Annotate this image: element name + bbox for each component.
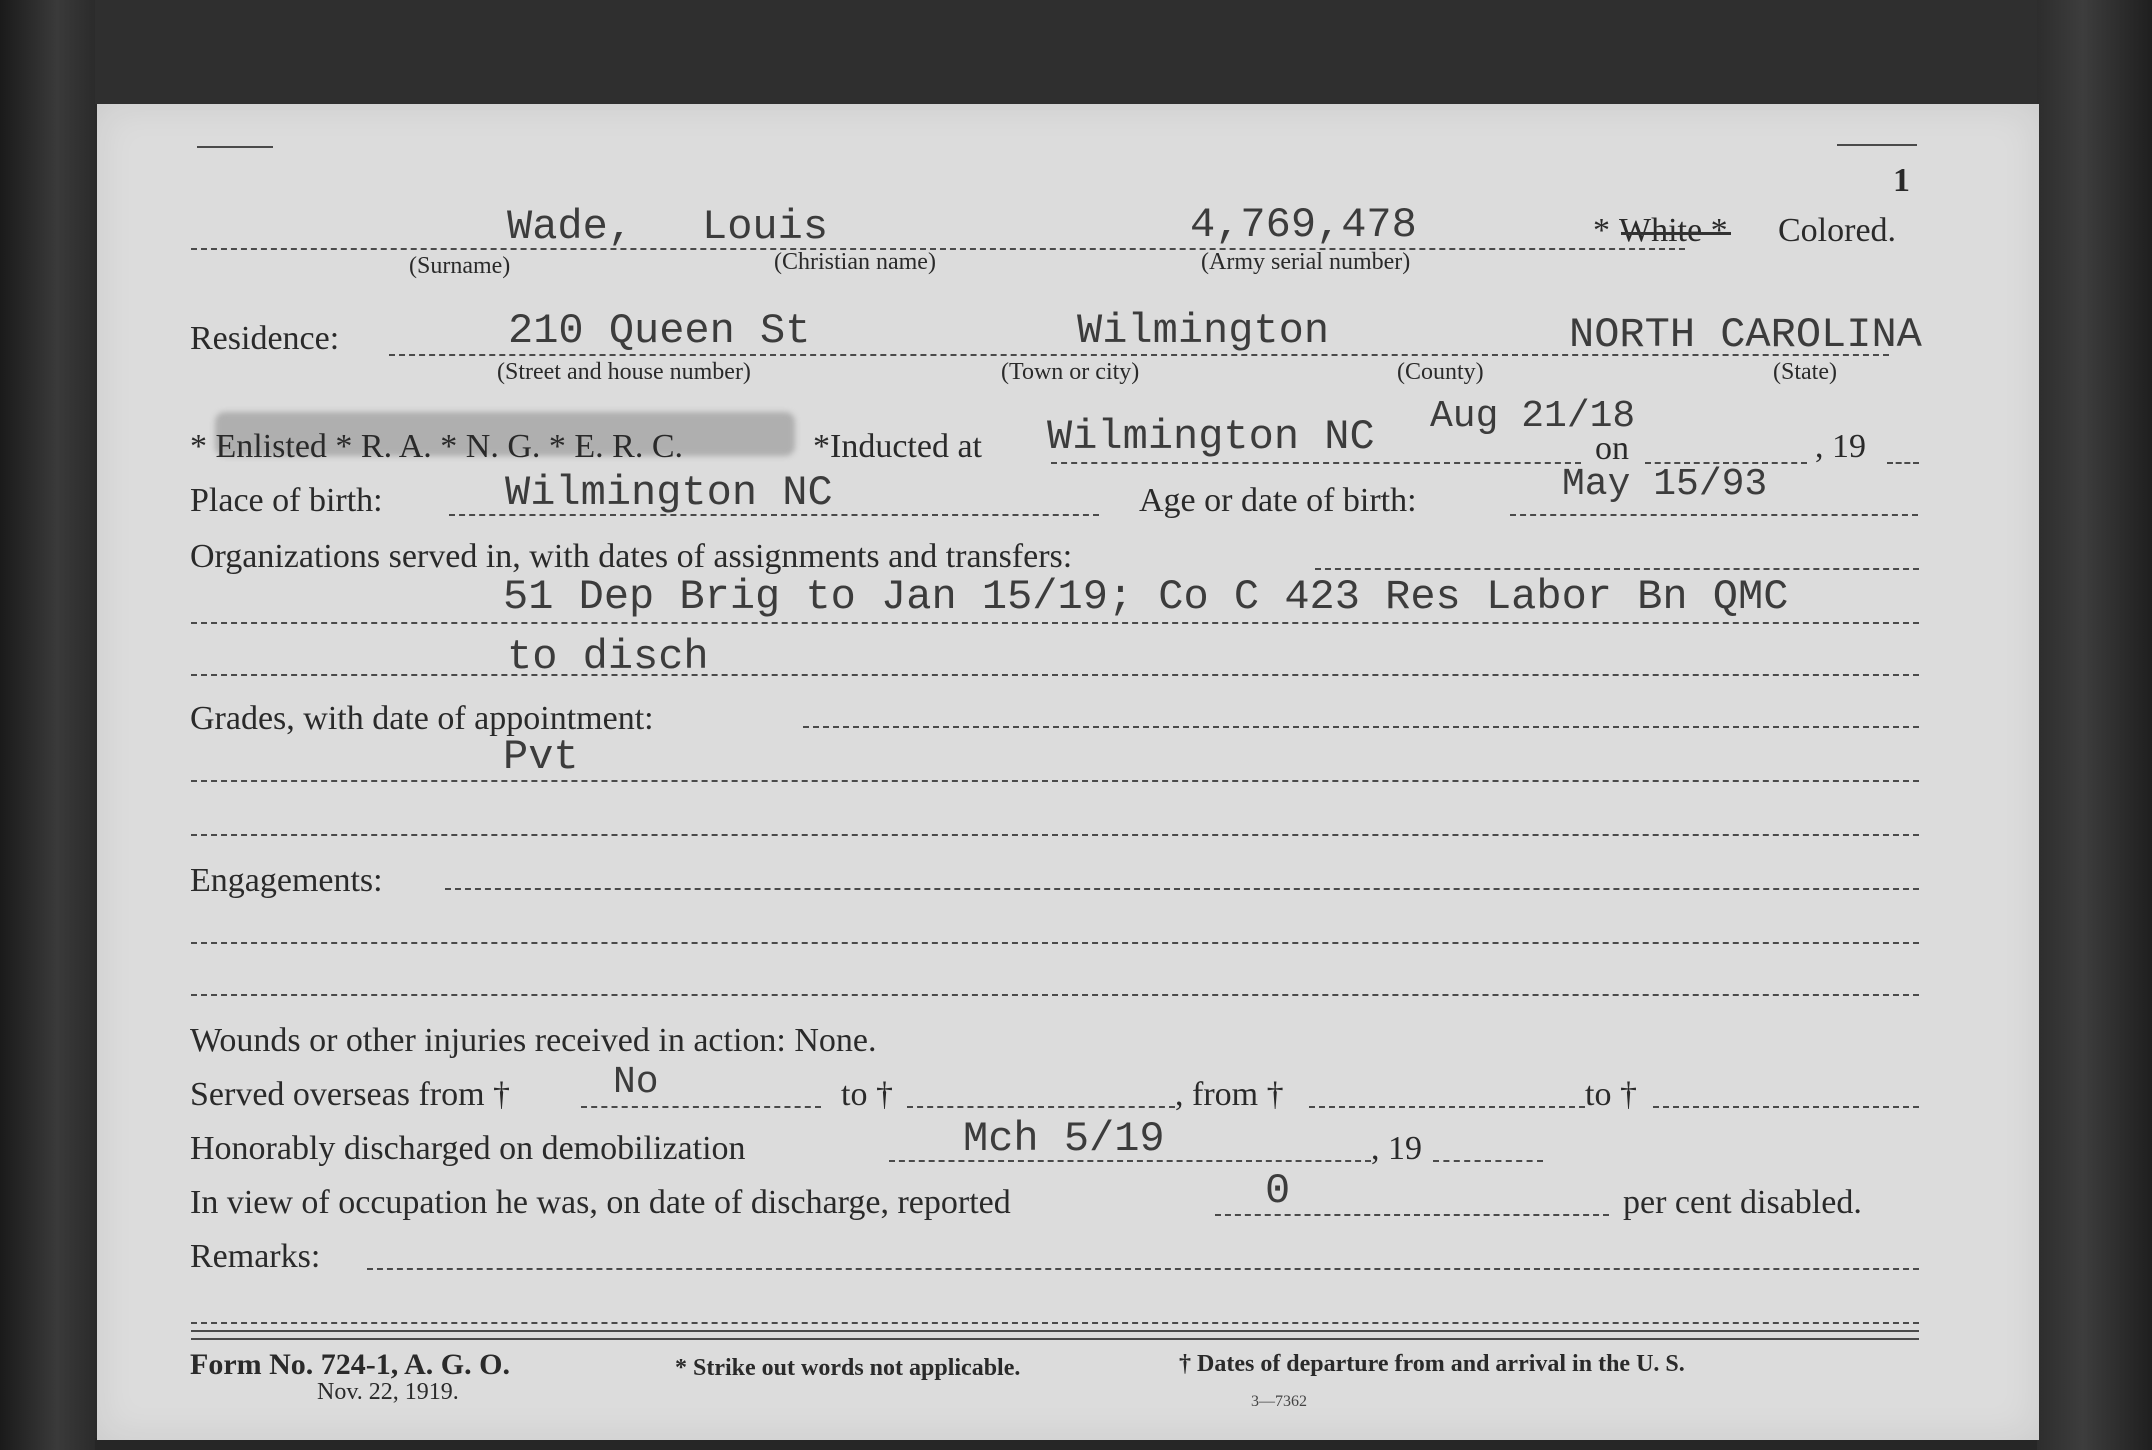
discharge-date-line xyxy=(889,1160,1371,1162)
name-line xyxy=(191,248,1685,250)
remarks-label: Remarks: xyxy=(190,1238,321,1275)
race-colored: Colored. xyxy=(1778,212,1897,249)
strike-note: * Strike out words not applicable. xyxy=(675,1355,1021,1381)
remarks-line-2 xyxy=(191,1322,1919,1324)
footer-rule-1 xyxy=(191,1330,1919,1332)
race-star: * xyxy=(1593,212,1610,249)
discharge-year-line xyxy=(1433,1160,1543,1162)
corner-mark-left xyxy=(197,146,273,148)
corner-mark-right xyxy=(1837,144,1917,146)
form-number: Form No. 724-1, A. G. O. xyxy=(190,1348,510,1381)
enlisted-options: * Enlisted * R. A. * N. G. * E. R. C. xyxy=(190,428,684,465)
christian-name-value: Louis xyxy=(702,203,829,251)
overseas-from-2-line xyxy=(1309,1106,1585,1108)
disability-suffix: per cent disabled. xyxy=(1623,1184,1862,1221)
overseas-to-2: to † xyxy=(1585,1076,1637,1113)
birth-place-label: Place of birth: xyxy=(190,482,383,519)
christian-name-caption: (Christian name) xyxy=(774,249,936,275)
overseas-to-line xyxy=(907,1106,1175,1108)
residence-town: Wilmington xyxy=(1077,307,1330,355)
engagements-line-1 xyxy=(445,888,1919,890)
organizations-value-2: to disch xyxy=(507,633,709,681)
inducted-label: *Inducted at xyxy=(813,428,982,465)
inducted-year-line xyxy=(1887,462,1919,464)
race-white-strike xyxy=(1621,232,1731,235)
birth-date-line xyxy=(1510,514,1918,516)
engagements-line-2 xyxy=(191,942,1919,944)
residence-label: Residence: xyxy=(190,320,340,357)
organizations-line-2 xyxy=(191,622,1919,624)
grades-line-2 xyxy=(191,780,1919,782)
disability-line xyxy=(1215,1214,1609,1216)
dates-note: † Dates of departure from and arrival in the U. S. xyxy=(1179,1351,1685,1377)
engagements-line-3 xyxy=(191,994,1919,996)
overseas-to-2-line xyxy=(1653,1106,1919,1108)
surname-caption: (Surname) xyxy=(409,253,511,279)
inducted-date: Aug 21/18 xyxy=(1430,395,1636,438)
race-white: White * xyxy=(1619,212,1728,249)
discharge-date: Mch 5/19 xyxy=(963,1115,1165,1163)
serial-number-value: 4,769,478 xyxy=(1190,201,1417,249)
remarks-line-1 xyxy=(367,1268,1919,1270)
county-caption: (County) xyxy=(1397,359,1484,385)
inducted-place-line xyxy=(1051,462,1581,464)
birth-place-value: Wilmington NC xyxy=(505,469,833,517)
organizations-label: Organizations served in, with dates of assignments and transfers: xyxy=(190,538,1073,575)
serial-number-caption: (Army serial number) xyxy=(1201,249,1411,275)
inducted-on-label: on xyxy=(1595,430,1629,467)
birth-place-line xyxy=(449,514,1099,516)
discharge-year-label: , 19 xyxy=(1371,1130,1422,1167)
grades-value: Pvt xyxy=(503,733,579,781)
form-date: Nov. 22, 1919. xyxy=(317,1379,459,1405)
scan-border-left xyxy=(0,0,95,1450)
organizations-value-1: 51 Dep Brig to Jan 15/19; Co C 423 Res Labor Bn QMC xyxy=(503,573,1789,621)
surname-value: Wade, xyxy=(507,203,634,251)
scan-border-top xyxy=(95,0,2037,104)
grades-line-3 xyxy=(191,834,1919,836)
street-caption: (Street and house number) xyxy=(497,359,751,385)
scan-border-right xyxy=(2037,0,2152,1450)
state-caption: (State) xyxy=(1773,359,1837,385)
residence-state: NORTH CAROLINA xyxy=(1569,311,1922,359)
overseas-from-line xyxy=(581,1106,821,1108)
overseas-value: No xyxy=(613,1061,659,1104)
disability-label: In view of occupation he was, on date of discharge, reported xyxy=(190,1184,1011,1221)
discharge-label: Honorably discharged on demobilization xyxy=(190,1130,746,1167)
wounds-text: Wounds or other injuries received in action: None. xyxy=(190,1022,877,1059)
overseas-to-1: to † xyxy=(841,1076,893,1113)
organizations-line-1 xyxy=(1315,568,1919,570)
engagements-label: Engagements: xyxy=(190,862,383,899)
inducted-place: Wilmington NC xyxy=(1047,413,1375,461)
residence-street: 210 Queen St xyxy=(508,307,811,355)
birth-date-label: Age or date of birth: xyxy=(1139,482,1417,519)
overseas-label: Served overseas from † xyxy=(190,1076,511,1113)
card-number: 1 xyxy=(1893,162,1910,199)
overseas-from-2: , from † xyxy=(1175,1076,1284,1113)
service-record-card xyxy=(97,104,2039,1440)
disability-value: 0 xyxy=(1265,1167,1291,1215)
inducted-year-label: , 19 xyxy=(1815,428,1866,465)
grades-label: Grades, with date of appointment: xyxy=(190,700,654,737)
birth-date-value: May 15/93 xyxy=(1562,463,1768,506)
organizations-line-3 xyxy=(191,674,1919,676)
residence-line xyxy=(389,354,1889,356)
footer-rule-2 xyxy=(191,1338,1919,1340)
town-caption: (Town or city) xyxy=(1001,359,1140,385)
grades-line-1 xyxy=(803,726,1919,728)
print-code: 3—7362 xyxy=(1251,1393,1307,1410)
